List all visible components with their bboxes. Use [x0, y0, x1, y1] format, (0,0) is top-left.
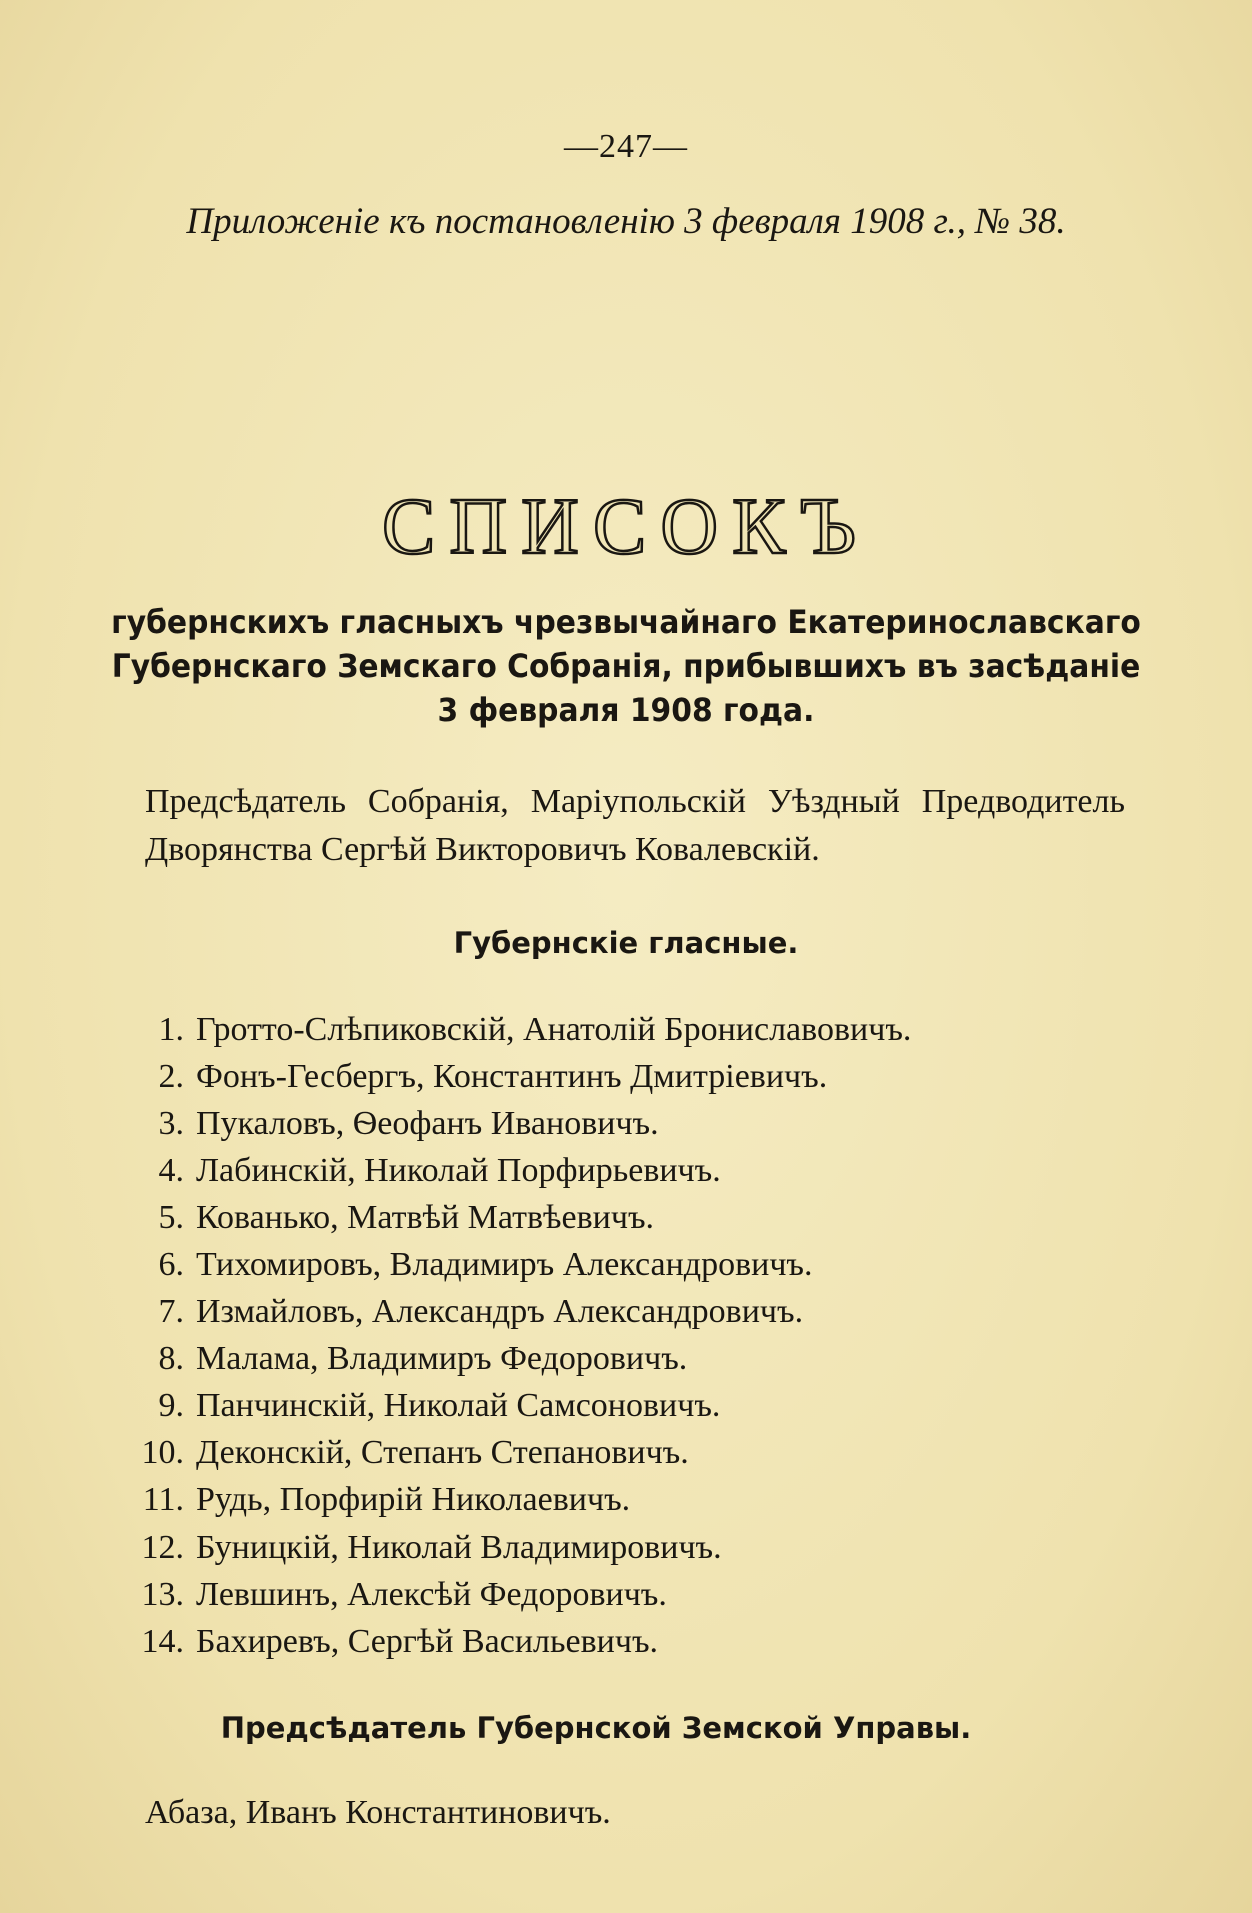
list-item	[120, 1430, 1020, 1477]
member-name: Кованько, Матвѣй Матвѣевичъ.	[196, 1198, 655, 1236]
members-heading: Губернскiе гласные.	[453, 926, 799, 960]
item-number: 9.	[158, 1387, 184, 1425]
item-number: 11.	[142, 1481, 184, 1519]
list-item	[120, 1336, 1020, 1383]
list-item	[120, 1100, 1020, 1147]
list-item	[120, 1147, 1020, 1194]
member-name: Панчинскiй, Николай Самсоновичъ.	[196, 1387, 721, 1425]
member-name: Буницкiй, Николай Владимировичъ.	[196, 1528, 722, 1566]
item-number: 8.	[158, 1340, 184, 1378]
item-number: 10.	[141, 1434, 184, 1472]
member-name: Деконскiй, Степанъ Степановичъ.	[196, 1434, 689, 1472]
list-item	[120, 1053, 1020, 1100]
list-item	[120, 1289, 1020, 1336]
member-name: Малама, Владимиръ Федоровичъ.	[196, 1340, 688, 1378]
board-chairman-heading: Предсѣдатель Губернской Земской Управы.	[220, 1711, 972, 1745]
item-number: 2.	[158, 1057, 184, 1095]
document-title: СПИСОКЪ	[382, 483, 870, 571]
member-name: Пукаловъ, Ѳеофанъ Ивановичъ.	[196, 1104, 659, 1142]
list-item	[120, 1571, 1020, 1618]
list-item	[120, 1006, 1020, 1053]
item-number: 4.	[158, 1151, 184, 1189]
item-number: 13.	[141, 1575, 184, 1613]
list-item	[120, 1383, 1020, 1430]
list-item	[120, 1618, 1020, 1665]
page-number: —247—	[564, 128, 688, 165]
member-name: Левшинъ, Алексѣй Федоровичъ.	[196, 1575, 667, 1613]
item-number: 5.	[158, 1198, 184, 1236]
member-name: Гротто-Слѣпиковскiй, Анатолiй Брониславовичъ.	[196, 1010, 912, 1048]
member-name: Лабинскiй, Николай Порфирьевичъ.	[196, 1151, 721, 1189]
member-name: Тихомировъ, Владимиръ Александровичъ.	[196, 1246, 813, 1284]
item-number: 1.	[158, 1010, 184, 1048]
board-chairman-name: Абаза, Иванъ Константиновичъ.	[145, 1794, 611, 1831]
item-number: 14.	[141, 1622, 184, 1660]
list-item	[120, 1477, 1020, 1524]
subtitle-line-1: губернскихъ гласныхъ чрезвычайнаго Екатеринославскаго	[111, 603, 1141, 641]
member-name: Бахиревъ, Сергѣй Васильевичъ.	[196, 1622, 659, 1660]
item-number: 3.	[158, 1104, 184, 1142]
assembly-chairman-paragraph: Предсѣдатель Собранiя, Марiупольскiй Уѣздный Предводитель Дворянства Сергѣй Викторовичъ Ковалевскiй.	[145, 783, 1125, 868]
list-item	[120, 1524, 1020, 1571]
subtitle-line-3: 3 февраля 1908 года.	[437, 691, 815, 729]
annex-note: Приложенiе къ постановленiю 3 февраля 1908 г., № 38.	[186, 201, 1066, 242]
member-name: Рудь, Порфирiй Николаевичъ.	[196, 1481, 631, 1519]
subtitle-line-2: Губернскаго Земскаго Собранiя, прибывшихъ въ засѣданiе	[111, 647, 1141, 685]
document-subtitle	[88, 600, 1163, 732]
members-list	[120, 1006, 1020, 1665]
member-name: Фонъ-Гесбергъ, Константинъ Дмитрiевичъ.	[196, 1057, 828, 1095]
list-item	[120, 1194, 1020, 1241]
member-name: Измайловъ, Александръ Александровичъ.	[196, 1293, 804, 1331]
item-number: 7.	[158, 1293, 184, 1331]
list-item	[120, 1241, 1020, 1288]
item-number: 12.	[141, 1528, 184, 1566]
item-number: 6.	[158, 1246, 184, 1284]
